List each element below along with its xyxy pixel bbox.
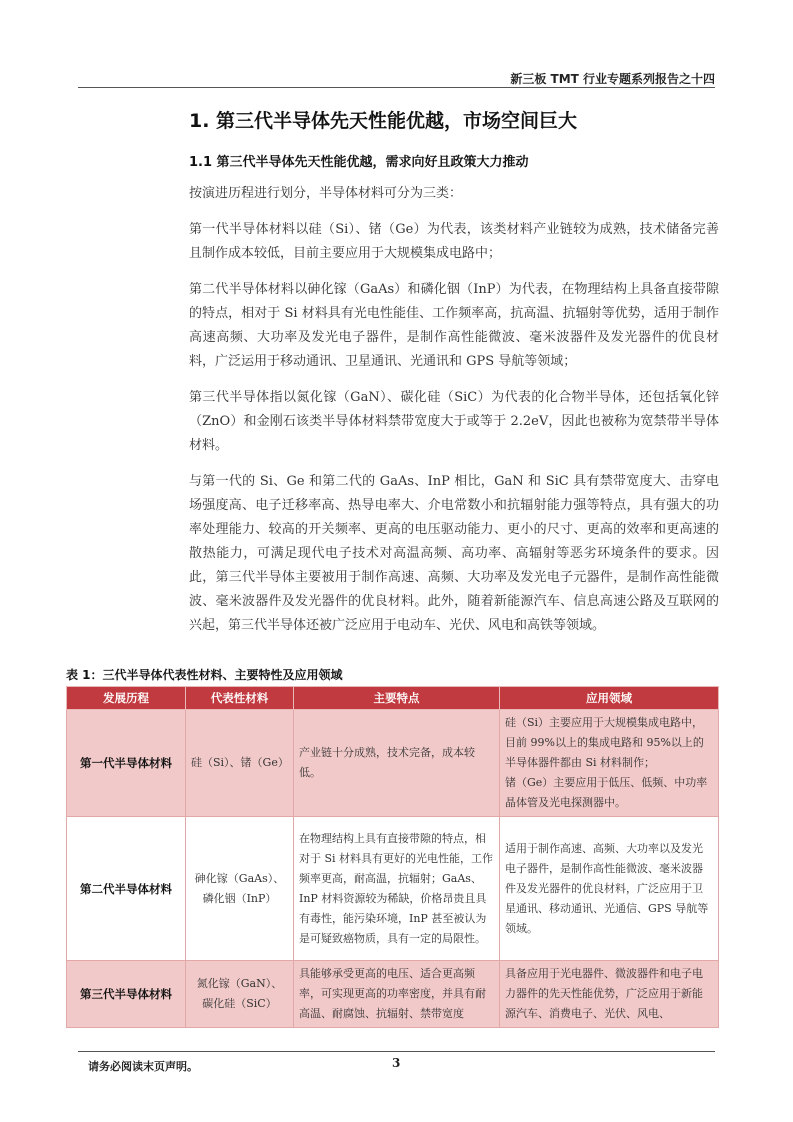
report-series-title: 新三板 TMT 行业专题系列报告之十四 [510, 72, 715, 86]
column-header: 发展历程 [67, 687, 186, 710]
disclaimer-note: 请务必阅读末页声明。 [88, 1060, 198, 1073]
applications-cell: 适用于制作高速、高频、大功率以及发光电子器件，是制作高性能微波、毫米波器件及发光器件的优良材料，广泛应用于卫星通讯、移动通讯、光通信、GPS 导航等领域。 [500, 817, 719, 961]
features-cell: 在物理结构上具有直接带隙的特点，相对于 Si 材料具有更好的光电性能，工作频率更高，耐高温，抗辐射；GaAs、InP 材料资源较为稀缺，价格昂贵且具有毒性，能污染环境，InP 甚至被认为是可疑致癌物质，具有一定的局限性。 [294, 817, 500, 961]
table-row [67, 961, 719, 1028]
paragraph: 按演进历程进行划分，半导体材料可分为三类： [189, 186, 463, 201]
features-cell: 产业链十分成熟，技术完备，成本较低。 [294, 710, 500, 817]
column-header: 主要特点 [294, 687, 500, 710]
features-cell: 具能够承受更高的电压、适合更高频率，可实现更高的功率密度，并具有耐高温、耐腐蚀、抗辐射、禁带宽度 [294, 961, 500, 1028]
materials-cell: 氮化镓（GaN）、 碳化硅（SiC） [186, 961, 294, 1028]
generation-cell: 第一代半导体材料 [67, 710, 186, 817]
generation-cell: 第二代半导体材料 [67, 817, 186, 961]
paragraph: 第三代半导体指以氮化镓（GaN）、碳化硅（SiC）为代表的化合物半导体，还包括氧化锌（ZnO）和金刚石该类半导体材料禁带宽度大于或等于 2.2eV，因此也被称为宽禁带半导体材料。 [189, 390, 719, 453]
column-header: 应用领域 [500, 687, 719, 710]
paragraph: 与第一代的 Si、Ge 和第二代的 GaAs、InP 相比，GaN 和 SiC 具有禁带宽度大、击穿电场强度高、电子迁移率高、热导电率大、介电常数小和抗辐射能力强等特点，具有强大的功率处理能力、较高的开关频率、更高的电压驱动能力、更小的尺寸、更高的效率和更高速的散热能力，可满足现代电子技术对高温高频、高功率、高辐射等恶劣环境条件的要求。因此，第三代半导体主要被用于制作高速、高频、大功率及发光电子元器件，是制作高性能微波、毫米波器件及发光器件的优良材料。此外，随着新能源汽车、信息高速公路及互联网的兴起，第三代半导体还被广泛应用于电动车、光伏、风电和高铁等领域。 [189, 474, 719, 633]
materials-cell: 硅（Si）、锗（Ge） [186, 710, 294, 817]
generation-cell: 第三代半导体材料 [67, 961, 186, 1028]
applications-cell: 具备应用于光电器件、微波器件和电子电力器件的先天性能优势，广泛应用于新能源汽车、消费电子、光伏、风电、 [500, 961, 719, 1028]
paragraph: 第一代半导体材料以硅（Si）、锗（Ge）为代表，该类材料产业链较为成熟，技术储备完善且制作成本较低，目前主要应用于大规模集成电路中； [189, 222, 719, 261]
section-heading: 1. 第三代半导体先天性能优越，市场空间巨大 [189, 110, 578, 132]
table-row [67, 817, 719, 961]
page-number: 3 [392, 1056, 401, 1070]
materials-cell: 砷化镓（GaAs）、 磷化铟（InP） [186, 817, 294, 961]
footer-divider [78, 1051, 715, 1052]
table-header-row [67, 687, 719, 710]
table-caption: 表 1：三代半导体代表性材料、主要特性及应用领域 [66, 668, 343, 682]
column-header: 代表性材料 [186, 687, 294, 710]
header-divider [78, 87, 715, 88]
body-text [189, 182, 719, 650]
table-row [67, 710, 719, 817]
paragraph: 第二代半导体材料以砷化镓（GaAs）和磷化铟（InP）为代表，在物理结构上具备直接带隙的特点，相对于 Si 材料具有光电性能佳、工作频率高，抗高温、抗辐射等优势，适用于制作高速高频、大功率及发光电子器件，是制作高性能微波、毫米波器件及发光器件的优良材料，广泛运用于移动通讯、卫星通讯、光通讯和 GPS 导航等领域； [189, 282, 719, 369]
semiconductor-table [66, 686, 719, 1028]
subsection-heading: 1.1 第三代半导体先天性能优越，需求向好且政策大力推动 [189, 155, 529, 170]
applications-cell: 硅（Si）主要应用于大规模集成电路中，目前 99%以上的集成电路和 95%以上的半导体器件都由 Si 材料制作； 锗（Ge）主要应用于低压、低频、中功率晶体管及光电探测器中。 [500, 710, 719, 817]
